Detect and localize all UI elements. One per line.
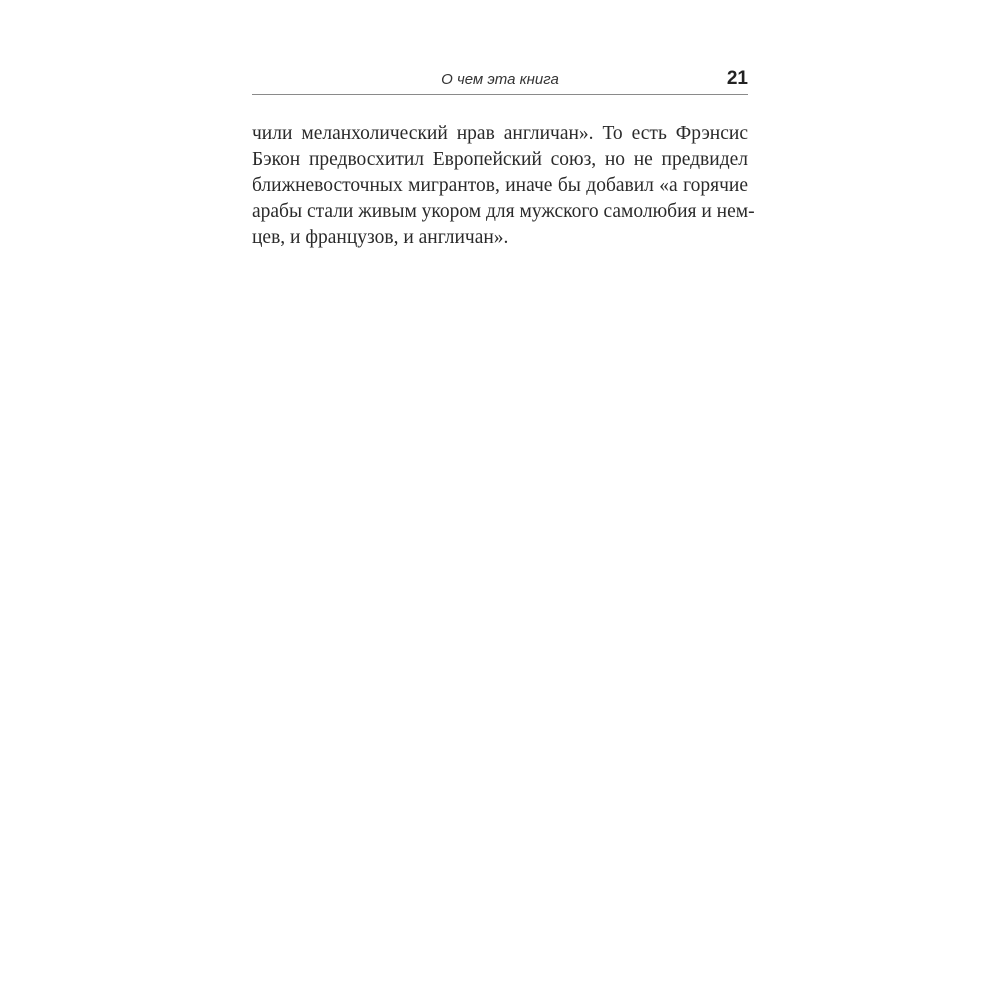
page-number: 21 (726, 68, 748, 89)
text-line: ближневосточных мигрантов, иначе бы добавил «а горячие (252, 175, 748, 196)
running-header (252, 68, 748, 94)
text-line: Бэкон предвосхитил Европейский союз, но не предвидел (252, 149, 748, 170)
running-header-title: О чем эта книга (441, 71, 559, 88)
header-divider (252, 94, 748, 95)
body-paragraph (252, 121, 755, 251)
text-line: арабы стали живым укором для мужского самолюбия и нем- (252, 201, 755, 222)
text-line: чили меланхолический нрав англичан». То есть Фрэнсис (252, 123, 748, 144)
text-line: цев, и французов, и англичан». (252, 227, 509, 248)
